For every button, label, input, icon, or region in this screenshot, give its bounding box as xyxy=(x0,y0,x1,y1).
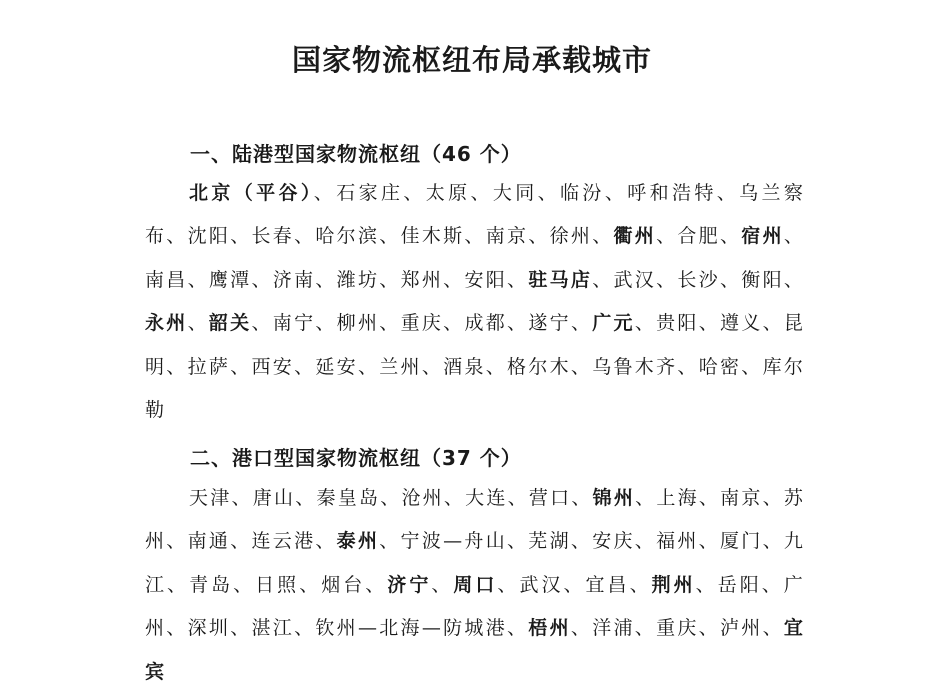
city-item: 鹰潭 xyxy=(208,268,252,291)
separator: 、 xyxy=(677,355,699,378)
city-item: 日照 xyxy=(255,573,300,596)
separator: 、 xyxy=(365,573,388,596)
city-item: 呼和浩特 xyxy=(627,182,717,204)
separator: 、 xyxy=(507,530,529,553)
city-item: 昆明 xyxy=(145,312,805,378)
separator: 、 xyxy=(762,487,784,509)
separator: 、 xyxy=(251,268,273,291)
city-item: 连云港 xyxy=(251,530,316,553)
separator: 、 xyxy=(166,530,188,553)
city-item: 乌鲁木齐 xyxy=(592,355,678,378)
city-item: 宜宾 xyxy=(145,617,805,683)
city-item: 衡阳 xyxy=(741,268,784,291)
separator: 、 xyxy=(719,225,742,248)
separator: 、 xyxy=(656,268,678,291)
separator: 、 xyxy=(570,355,593,378)
city-item: 遵义 xyxy=(720,312,763,335)
city-item: 潍坊 xyxy=(336,268,380,291)
separator: 、 xyxy=(357,355,380,378)
separator: 、 xyxy=(299,573,322,596)
city-item: 湛江 xyxy=(251,617,295,640)
section-heading-land-port: 一、陆港型国家物流枢纽（46 个） xyxy=(190,142,522,166)
city-item: 格尔木 xyxy=(507,355,571,378)
separator: 、 xyxy=(230,530,252,553)
city-item: 重庆 xyxy=(400,312,444,335)
separator: 、 xyxy=(294,225,316,248)
separator: 、 xyxy=(741,355,763,378)
city-item: 武汉 xyxy=(519,573,564,596)
city-item: 周口 xyxy=(453,573,498,596)
city-item: 酒泉 xyxy=(443,355,486,378)
city-list-seaport xyxy=(145,477,805,694)
city-item: 贵阳 xyxy=(656,312,699,335)
separator: 、 xyxy=(570,312,593,335)
separator: 、 xyxy=(761,573,784,596)
city-item: 深圳 xyxy=(187,617,231,640)
city-item: 库尔勒 xyxy=(145,355,805,422)
separator: 、 xyxy=(166,355,188,378)
city-item: 临汾 xyxy=(560,182,605,204)
city-item: 衢州 xyxy=(613,225,657,248)
separator: 、 xyxy=(294,617,316,640)
city-item: 芜湖 xyxy=(528,530,571,553)
separator: 、 xyxy=(762,312,784,335)
separator: 、 xyxy=(720,268,742,291)
city-item: 合肥 xyxy=(677,225,720,248)
city-item: 沈阳 xyxy=(187,225,231,248)
city-item: 武汉 xyxy=(613,268,657,291)
city-item: 岳阳 xyxy=(717,573,762,596)
separator: 、 xyxy=(537,182,561,204)
separator: 、 xyxy=(592,225,614,248)
separator: 、 xyxy=(421,355,444,378)
city-item: 韶关 xyxy=(208,312,252,335)
separator: 、 xyxy=(716,182,740,204)
city-item: 秦皇岛 xyxy=(316,487,381,509)
separator: 、 xyxy=(635,487,657,509)
city-item: 济南 xyxy=(272,268,316,291)
city-item: 泸州 xyxy=(719,617,763,640)
document-title: 国家物流枢纽布局承载城市 xyxy=(291,43,652,77)
separator: 、 xyxy=(379,530,401,553)
separator: 、 xyxy=(762,530,784,553)
city-item: 钦州—北海—防城港 xyxy=(315,617,507,640)
separator: 、 xyxy=(695,573,718,596)
separator: 、 xyxy=(443,268,465,291)
separator: 、 xyxy=(166,225,188,248)
section-heading-seaport: 二、港口型国家物流枢纽（37 个） xyxy=(190,446,522,470)
separator: 、 xyxy=(379,268,401,291)
separator: 、 xyxy=(698,312,721,335)
city-item: 南宁 xyxy=(272,312,316,335)
separator: 、 xyxy=(698,530,720,553)
city-item: 南昌 xyxy=(145,268,188,291)
city-item: 大同 xyxy=(492,182,538,204)
separator: 、 xyxy=(571,487,593,509)
separator: 、 xyxy=(497,573,520,596)
city-item: 烟台 xyxy=(321,573,366,596)
separator: 、 xyxy=(166,617,188,640)
separator: 、 xyxy=(629,573,652,596)
city-item: 柳州 xyxy=(336,312,380,335)
separator: 、 xyxy=(563,573,586,596)
city-item: 九江 xyxy=(145,530,805,596)
city-item: 锦州 xyxy=(592,487,636,509)
city-item: 青岛 xyxy=(189,573,234,596)
separator: 、 xyxy=(315,312,337,335)
city-item: 荆州 xyxy=(651,573,696,596)
separator: 、 xyxy=(233,573,256,596)
separator: 、 xyxy=(604,182,628,204)
separator: 、 xyxy=(698,487,721,509)
city-item: 营口 xyxy=(528,487,572,509)
city-item: 石家庄 xyxy=(336,182,404,204)
separator: 、 xyxy=(230,225,252,248)
separator: 、 xyxy=(294,355,316,378)
separator: 、 xyxy=(315,530,337,553)
city-item: 拉萨 xyxy=(187,355,231,378)
separator: 、 xyxy=(230,617,252,640)
separator: 、 xyxy=(443,312,465,335)
separator: 、 xyxy=(507,312,529,335)
separator: 、 xyxy=(570,617,593,640)
city-item: 佳木斯 xyxy=(400,225,465,248)
city-item: 唐山 xyxy=(252,487,296,509)
city-item: 重庆 xyxy=(656,617,699,640)
city-item: 大连 xyxy=(465,487,508,509)
separator: 、 xyxy=(187,312,209,335)
city-item: 苏州 xyxy=(145,487,805,553)
city-item: 济宁 xyxy=(387,573,432,596)
separator: 、 xyxy=(783,225,805,248)
city-item: 乌兰察布 xyxy=(145,182,805,248)
city-item: 驻马店 xyxy=(528,268,593,291)
city-item: 徐州 xyxy=(549,225,593,248)
separator: 、 xyxy=(783,268,805,291)
city-item: 长春 xyxy=(251,225,295,248)
separator: 、 xyxy=(315,268,337,291)
city-item: 南京 xyxy=(720,487,763,509)
city-item: 兰州 xyxy=(379,355,422,378)
separator: 、 xyxy=(187,268,209,291)
city-list-land-port xyxy=(145,172,805,432)
city-item: 延安 xyxy=(315,355,358,378)
city-item: 厦门 xyxy=(719,530,763,553)
separator: 、 xyxy=(634,617,657,640)
separator: 、 xyxy=(592,268,614,291)
city-item: 南京 xyxy=(485,225,529,248)
separator: 、 xyxy=(656,225,678,248)
city-item: 泰州 xyxy=(336,530,380,553)
city-item: 广州 xyxy=(145,573,805,640)
separator: 、 xyxy=(443,487,466,509)
city-item: 哈密 xyxy=(698,355,742,378)
separator: 、 xyxy=(231,487,253,509)
city-item: 天津 xyxy=(189,487,232,509)
separator: 、 xyxy=(507,268,529,291)
city-item: 成都 xyxy=(464,312,508,335)
city-item: 北京（平谷） xyxy=(189,182,314,204)
separator: 、 xyxy=(634,312,657,335)
separator: 、 xyxy=(485,355,508,378)
separator: 、 xyxy=(313,182,337,204)
city-item: 沧州 xyxy=(401,487,444,509)
city-item: 宁波—舟山 xyxy=(400,530,507,553)
separator: 、 xyxy=(528,225,550,248)
separator: 、 xyxy=(379,312,401,335)
city-item: 洋浦 xyxy=(592,617,635,640)
separator: 、 xyxy=(464,225,486,248)
separator: 、 xyxy=(379,225,401,248)
city-item: 宿州 xyxy=(741,225,784,248)
city-item: 宜昌 xyxy=(585,573,630,596)
separator: 、 xyxy=(762,617,784,640)
city-item: 广元 xyxy=(592,312,635,335)
city-item: 梧州 xyxy=(528,617,571,640)
separator: 、 xyxy=(698,617,720,640)
city-item: 遂宁 xyxy=(528,312,571,335)
separator: 、 xyxy=(431,573,454,596)
separator: 、 xyxy=(570,530,593,553)
separator: 、 xyxy=(167,573,190,596)
city-item: 郑州 xyxy=(400,268,444,291)
city-item: 西安 xyxy=(251,355,295,378)
city-item: 哈尔滨 xyxy=(315,225,380,248)
city-item: 上海 xyxy=(656,487,699,509)
separator: 、 xyxy=(507,487,529,509)
separator: 、 xyxy=(634,530,657,553)
city-item: 南通 xyxy=(187,530,231,553)
separator: 、 xyxy=(403,182,426,204)
city-item: 安庆 xyxy=(592,530,635,553)
city-item: 永州 xyxy=(145,312,188,335)
city-item: 长沙 xyxy=(677,268,720,291)
separator: 、 xyxy=(380,487,402,509)
separator: 、 xyxy=(230,355,252,378)
separator: 、 xyxy=(507,617,529,640)
city-item: 安阳 xyxy=(464,268,508,291)
separator: 、 xyxy=(470,182,493,204)
city-item: 福州 xyxy=(656,530,699,553)
separator: 、 xyxy=(251,312,273,335)
separator: 、 xyxy=(295,487,317,509)
city-item: 太原 xyxy=(425,182,471,204)
